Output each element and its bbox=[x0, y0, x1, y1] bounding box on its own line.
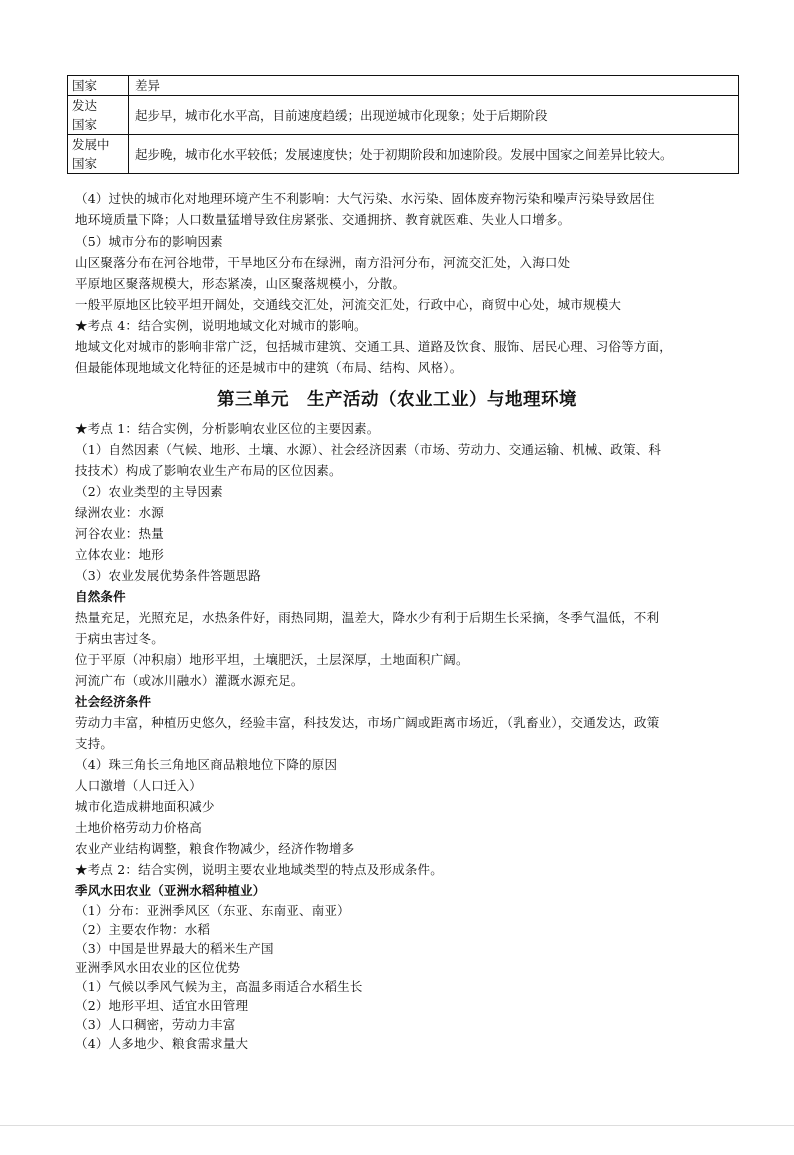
table-row bbox=[68, 96, 739, 135]
text-line: 一般平原地区比较平坦开阔处，交通线交汇处，河流交汇处，行政中心，商贸中心处，城市规模大 bbox=[75, 297, 622, 312]
table-header-difference: 差异 bbox=[129, 76, 739, 96]
text-line: 土地价格劳动力价格高 bbox=[75, 820, 203, 835]
text-line: （2）主要农作物：水稻 bbox=[75, 922, 211, 937]
table-cell-country bbox=[68, 135, 129, 174]
table-header-country: 国家 bbox=[68, 76, 129, 96]
text-line: 河谷农业：热量 bbox=[75, 526, 164, 541]
text-line: （3）中国是世界最大的稻米生产国 bbox=[75, 941, 274, 956]
text-line: （2）地形平坦、适宜水田管理 bbox=[75, 998, 249, 1013]
text-line: 山区聚落分布在河谷地带，干旱地区分布在绿洲，南方沿河分布，河流交汇处，入海口处 bbox=[75, 255, 571, 270]
text-line: 劳动力丰富，种植历史悠久，经验丰富，科技发达，市场广阔或距离市场近，（乳畜业），交通发达，政策 bbox=[75, 715, 660, 730]
text-line: （4）过快的城市化对地理环境产生不利影响：大气污染、水污染、固体废弃物污染和噪声污染导致居住 bbox=[75, 191, 655, 206]
text-line: 支持。 bbox=[75, 736, 114, 751]
table-cell-difference: 起步早，城市化水平高，目前速度趋缓；出现逆城市化现象；处于后期阶段 bbox=[129, 96, 739, 135]
text-line: （3）农业发展优势条件答题思路 bbox=[75, 568, 261, 583]
text-line: 平原地区聚落规模大，形态紧凑，山区聚落规模小，分散。 bbox=[75, 276, 406, 291]
subheading-natural-conditions: 自然条件 bbox=[75, 589, 126, 604]
urbanization-difference-table bbox=[67, 75, 739, 174]
text-line: （1）自然因素（气候、地形、土壤、水源）、社会经济因素（市场、劳动力、交通运输、机械、政策、科 bbox=[75, 442, 662, 457]
text-line: （1）气候以季风气候为主，高温多雨适合水稻生长 bbox=[75, 979, 363, 994]
text-line: 位于平原（冲积扇）地形平坦，土壤肥沃，土层深厚，土地面积广阔。 bbox=[75, 652, 469, 667]
text-line: （5）城市分布的影响因素 bbox=[75, 234, 223, 249]
text-line: 绿洲农业：水源 bbox=[75, 505, 164, 520]
text-line: 地环境质量下降；人口数量猛增导致住房紧张、交通拥挤、教育就医难、失业人口增多。 bbox=[75, 212, 571, 227]
text-line: 亚洲季风水田农业的区位优势 bbox=[75, 960, 241, 975]
text-line: （4）人多地少、粮食需求量大 bbox=[75, 1036, 249, 1051]
text-line: 技技术）构成了影响农业生产布局的区位因素。 bbox=[75, 463, 342, 478]
text-line: 热量充足，光照充足，水热条件好，雨热同期，温差大，降水少有利于后期生长采摘，冬季气温低，不利 bbox=[75, 610, 660, 625]
text-line: 但最能体现地域文化特征的还是城市中的建筑（布局、结构、风格）。 bbox=[75, 360, 463, 375]
country-label-line1: 发达 bbox=[72, 98, 98, 113]
page-bottom-divider bbox=[0, 1125, 794, 1126]
subheading-monsoon-paddy: 季风水田农业（亚洲水稻种植业） bbox=[75, 883, 266, 898]
text-line: 人口激增（人口迁入） bbox=[75, 778, 203, 793]
subheading-socioeconomic-conditions: 社会经济条件 bbox=[75, 694, 152, 709]
table-header-row bbox=[68, 76, 739, 96]
unit-heading: 第三单元 生产活动（农业工业）与地理环境 bbox=[217, 390, 577, 410]
text-line: 农业产业结构调整，粮食作物减少，经济作物增多 bbox=[75, 841, 355, 856]
text-line: （3）人口稠密，劳动力丰富 bbox=[75, 1017, 236, 1032]
text-line: 立体农业：地形 bbox=[75, 547, 164, 562]
text-line: （1）分布：亚洲季风区（东亚、东南亚、南亚） bbox=[75, 903, 350, 918]
table-row bbox=[68, 135, 739, 174]
key-point-line: ★考点 1：结合实例，分析影响农业区位的主要因素。 bbox=[75, 421, 380, 436]
text-line: 地域文化对城市的影响非常广泛，包括城市建筑、交通工具、道路及饮食、服饰、居民心理、习俗等方面， bbox=[75, 339, 672, 354]
country-label-line1: 发展中 bbox=[72, 137, 110, 152]
table-cell-country bbox=[68, 96, 129, 135]
text-line: （2）农业类型的主导因素 bbox=[75, 484, 223, 499]
text-line: 河流广布（或冰川融水）灌溉水源充足。 bbox=[75, 673, 304, 688]
text-line: 城市化造成耕地面积减少 bbox=[75, 799, 215, 814]
country-label-line2: 国家 bbox=[72, 156, 98, 171]
key-point-line: ★考点 2：结合实例，说明主要农业地域类型的特点及形成条件。 bbox=[75, 862, 443, 877]
table-cell-difference: 起步晚，城市化水平较低；发展速度快；处于初期阶段和加速阶段。发展中国家之间差异比较大。 bbox=[129, 135, 739, 174]
text-line: 于病虫害过冬。 bbox=[75, 631, 164, 646]
text-line: （4）珠三角长三角地区商品粮地位下降的原因 bbox=[75, 757, 338, 772]
country-label-line2: 国家 bbox=[72, 117, 98, 132]
key-point-line: ★考点 4：结合实例，说明地域文化对城市的影响。 bbox=[75, 318, 367, 333]
